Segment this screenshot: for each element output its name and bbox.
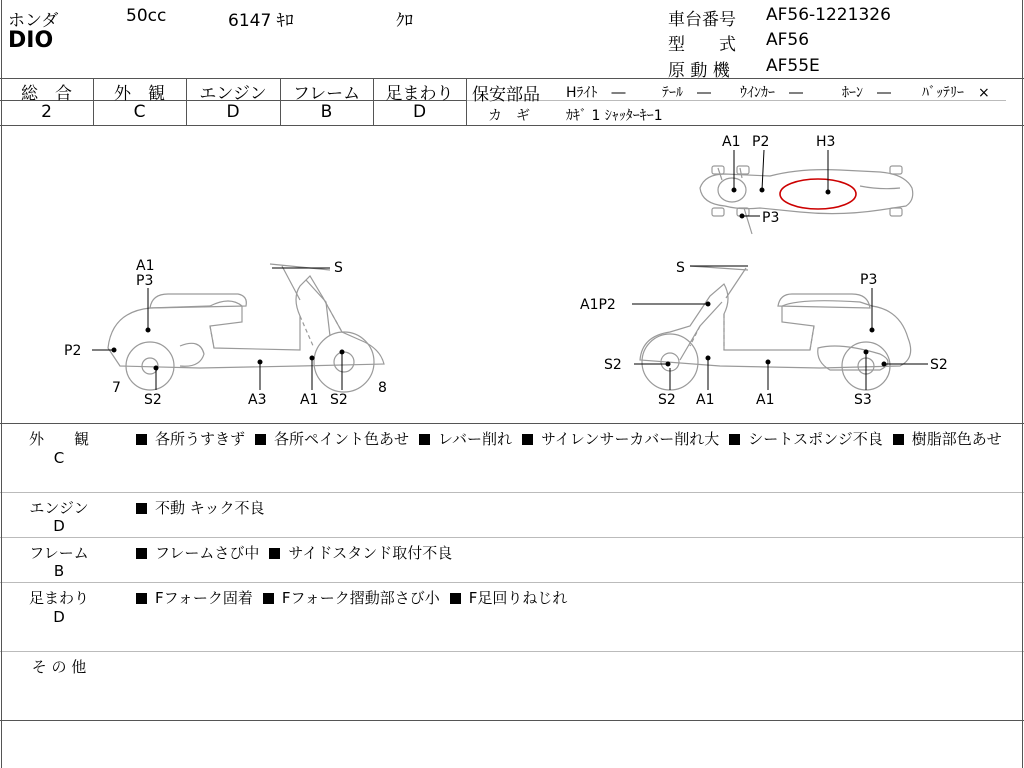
- engine-label: 原 動 機: [668, 61, 730, 81]
- grade-suspension-value: D: [412, 102, 427, 122]
- diagram-label: S: [676, 260, 685, 276]
- note-exterior-text: 各所うすきず 各所ペイント色あせ レバー削れ サイレンサーカバー削れ大 シートスポンジ不良 樹脂部色あせ: [136, 428, 1022, 450]
- note-engine-grade: D: [53, 517, 65, 535]
- safety-item-headlight: Hﾗｲﾄ ―: [566, 85, 626, 101]
- grade-frame-value: B: [320, 102, 333, 122]
- bullet-icon: [729, 434, 740, 445]
- diagram-label: S2: [330, 392, 348, 408]
- divider: [1, 0, 2, 768]
- safety-item-battery: ﾊﾞｯﾃﾘｰ ×: [922, 85, 990, 101]
- bullet-icon: [419, 434, 430, 445]
- diagram-label: H3: [816, 134, 836, 150]
- divider: [466, 78, 467, 125]
- note-suspension-label: 足まわり: [28, 589, 89, 607]
- diagram-label: A1: [300, 392, 319, 408]
- note-exterior-label: 外 観: [28, 430, 89, 448]
- diagram-label: S: [334, 260, 343, 276]
- diagram-label: A1P2: [580, 297, 616, 313]
- diagram-label: S3: [854, 392, 872, 408]
- mileage: 6147 ｷﾛ: [228, 11, 294, 31]
- note-other-label: そ の 他: [31, 658, 87, 676]
- grade-engine-value: D: [226, 102, 240, 122]
- grade-exterior-label: 外 観: [114, 84, 165, 104]
- diagram-label: A1: [756, 392, 775, 408]
- bullet-icon: [450, 593, 461, 604]
- maker: ホンダ: [8, 11, 59, 31]
- scooter-top-view: [700, 166, 913, 234]
- note-suspension-text: Fフォーク固着 Fフォーク摺動部さび小 F足回りねじれ: [136, 587, 577, 608]
- diagram-label: S2: [658, 392, 676, 408]
- safety-item-taillight: ﾃｰﾙ ―: [662, 85, 711, 101]
- diagram-label: P2: [752, 134, 770, 150]
- divider: [0, 651, 1024, 652]
- grade-frame-label: フレーム: [292, 84, 361, 104]
- type: AF56: [766, 30, 810, 50]
- bullet-icon: [263, 593, 274, 604]
- diagram-label: A3: [248, 392, 267, 408]
- safety-item-winker: ｳｲﾝｶｰ ―: [740, 85, 803, 101]
- safety-item-horn: ﾎｰﾝ ―: [842, 85, 891, 101]
- diagram-label: P2: [64, 343, 82, 359]
- bullet-icon: [136, 548, 147, 559]
- engine: AF55E: [766, 56, 820, 76]
- model-name: DIO: [8, 28, 54, 53]
- divider: [0, 492, 1024, 493]
- key-value: ｶｷﾞ 1 ｼｬｯﾀｰｷｰ1: [566, 108, 663, 124]
- bullet-icon: [269, 548, 280, 559]
- grade-engine-label: エンジン: [199, 84, 267, 104]
- diagram-label: 7: [112, 380, 121, 396]
- note-engine-text: 不動 キック不良: [136, 497, 264, 518]
- grade-exterior-value: C: [133, 102, 146, 122]
- diagram-label: A1: [696, 392, 715, 408]
- grade-overall-label: 総 合: [21, 84, 72, 104]
- diagram-label: S2: [930, 357, 948, 373]
- displacement: 50cc: [126, 6, 167, 26]
- diagram-label: A1: [722, 134, 741, 150]
- note-engine-label: エンジン: [29, 499, 89, 517]
- grade-suspension-label: 足まわり: [385, 84, 454, 104]
- damage-mark: [780, 179, 856, 209]
- type-label: 型 式: [668, 35, 736, 55]
- note-frame-grade: B: [53, 562, 65, 580]
- diagram-label: A1: [136, 258, 155, 274]
- frame-no-label: 車台番号: [668, 10, 736, 30]
- frame-no: AF56-1221326: [766, 5, 891, 25]
- divider: [0, 537, 1024, 538]
- diagram-label: S2: [604, 357, 622, 373]
- divider: [0, 582, 1024, 583]
- damage-diagram: [0, 126, 1024, 422]
- note-frame-label: フレーム: [29, 544, 89, 562]
- diagram-label: P3: [136, 273, 154, 289]
- divider: [0, 720, 1024, 721]
- grade-overall-value: 2: [41, 102, 52, 122]
- divider: [0, 423, 1024, 424]
- bullet-icon: [522, 434, 533, 445]
- diagram-label: P3: [860, 272, 878, 288]
- divider: [1022, 0, 1023, 768]
- note-exterior-grade: C: [53, 449, 65, 467]
- note-suspension-grade: D: [53, 608, 65, 626]
- diagram-label: 8: [378, 380, 387, 396]
- bullet-icon: [136, 434, 147, 445]
- safety-label: 保安部品: [472, 85, 540, 105]
- note-frame-text: フレームさび中 サイドスタンド取付不良: [136, 542, 462, 563]
- color: ｸﾛ: [396, 11, 413, 31]
- bullet-icon: [136, 593, 147, 604]
- bullet-icon: [893, 434, 904, 445]
- diagram-label: S2: [144, 392, 162, 408]
- bullet-icon: [255, 434, 266, 445]
- key-label: カ ギ: [488, 108, 530, 124]
- bullet-icon: [136, 503, 147, 514]
- diagram-label: P3: [762, 210, 780, 226]
